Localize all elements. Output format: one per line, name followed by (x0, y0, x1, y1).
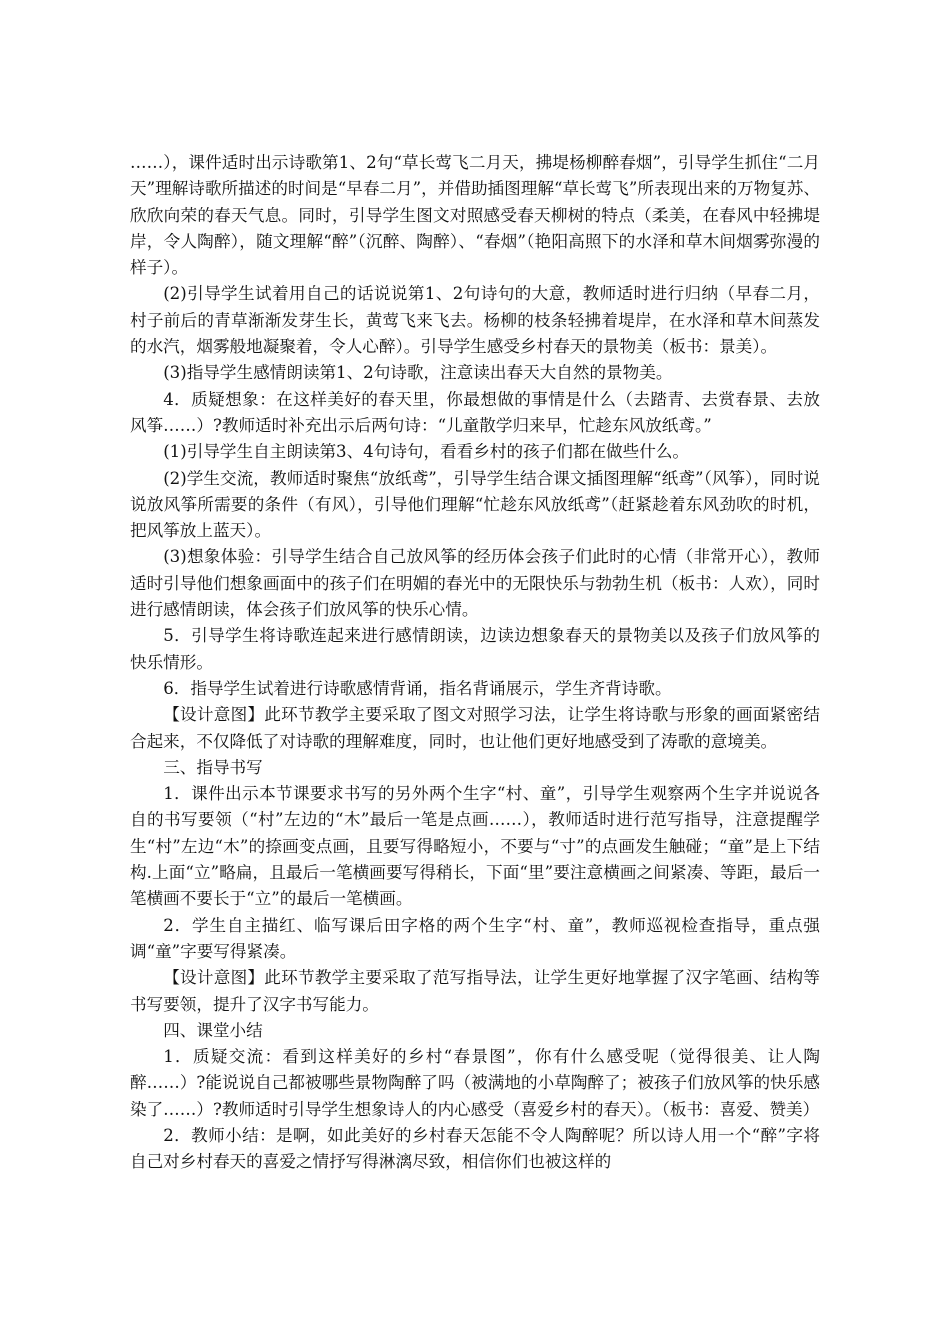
paragraph-step-2-2: (2)引导学生试着用自己的话说说第1、2句诗句的大意，教师适时进行归纳（早春二月，村子前后的青草渐渐发芽生长，黄莺飞来飞去。杨柳的枝条轻拂着堤岸，在水泽和草木间蒸发的水汽，烟雾般地凝聚着，令人心醉）。引导学生感受乡村春天的景物美（板书：景美）。 (130, 284, 820, 357)
section-heading-writing: 三、指导书写 (163, 757, 263, 777)
paragraph-step-6: 6．指导学生试着进行诗歌感情背诵，指名背诵展示，学生齐背诗歌。 (163, 678, 672, 698)
document-body (130, 150, 820, 1176)
paragraph-step-5: 5．引导学生将诗歌连起来进行感情朗读，边读边想象春天的景物美以及孩子们放风筝的快乐情形。 (130, 626, 820, 672)
paragraph-summary-1: 1．质疑交流：看到这样美好的乡村“春景图”，你有什么感受呢（觉得很美、让人陶醉……）?能说说自己都被哪些景物陶醉了吗（被满地的小草陶醉了；被孩子们放风筝的快乐感染了……）?教师适时引导学生想象诗人的内心感受（喜爱乡村的春天）。（板书：喜爱、赞美） (130, 1047, 820, 1119)
paragraph-step-4-2: (2)学生交流，教师适时聚焦“放纸鸢”，引导学生结合课文插图理解“纸鸢”（风筝），同时说说放风筝所需要的条件（有风），引导他们理解“忙趁东风放纸鸢”（赶紧趁着东风劲吹的时机，把风筝放上蓝天）。 (130, 468, 820, 541)
paragraph-step-4-1: (1)引导学生自主朗读第3、4句诗句，看看乡村的孩子们都在做些什么。 (163, 442, 690, 462)
paragraph-design-intent-2: 【设计意图】此环节教学主要采取了范写指导法，让学生更好地掌握了汉字笔画、结构等书写要领，提升了汉字书写能力。 (130, 968, 820, 1014)
paragraph-writing-1: 1．课件出示本节课要求书写的另外两个生字“村、童”，引导学生观察两个生字并说说各自的书写要领（“村”左边的“木”最后一笔是点画……），教师适时进行范写指导，注意提醒学生“村”左边“木”的捺画变点画，且要写得略短小，不要与“寸”的点画发生触碰；“童”是上下结构.上面“立”略扁，且最后一笔横画要写得稍长，下面“里”要注意横画之间紧凑、等距，最后一笔横画不要长于“立”的最后一笔横画。 (130, 784, 820, 909)
paragraph-step-4-3: (3)想象体验：引导学生结合自己放风筝的经历体会孩子们此时的心情（非常开心），教师适时引导他们想象画面中的孩子们在明媚的春光中的无限快乐与勃勃生机（板书：人欢），同时进行感情朗读，体会孩子们放风筝的快乐心情。 (130, 547, 820, 620)
section-heading-summary: 四、课堂小结 (163, 1020, 263, 1040)
paragraph-writing-2: 2．学生自主描红、临写课后田字格的两个生字“村、童”，教师巡视检查指导，重点强调“童”字要写得紧凑。 (130, 915, 820, 961)
paragraph-step-2-3: (3)指导学生感情朗读第1、2句诗歌，注意读出春天大自然的景物美。 (163, 363, 673, 383)
paragraph-summary-2: 2．教师小结：是啊，如此美好的乡村春天怎能不令人陶醉呢？所以诗人用一个“醉”字将自己对乡村春天的喜爱之情抒写得淋漓尽致，相信你们也被这样的 (130, 1125, 820, 1172)
paragraph-step-4: 4．质疑想象：在这样美好的春天里，你最想做的事情是什么（去踏青、去赏春景、去放风筝……）?教师适时补充出示后两句诗：“儿童散学归来早，忙趁东风放纸鸢。” (130, 389, 820, 435)
paragraph-design-intent-1: 【设计意图】此环节教学主要采取了图文对照学习法，让学生将诗歌与形象的画面紧密结合起来，不仅降低了对诗歌的理解难度，同时，也让他们更好地感受到了涛歌的意境美。 (130, 705, 820, 751)
paragraph-continued: ……），课件适时出示诗歌第1、2句“草长莺飞二月天，拂堤杨柳醉春烟”，引导学生抓住“二月天”理解诗歌所描述的时间是“早春二月”，并借助插图理解“草长莺飞”所表现出来的万物复苏、欣欣向荣的春天气息。同时，引导学生图文对照感受春天柳树的特点（柔美，在春风中轻拂堤岸，令人陶醉），随文理解“醉”（沉醉、陶醉）、“春烟”（艳阳高照下的水泽和草木间烟雾弥漫的样子）。 (130, 153, 820, 278)
